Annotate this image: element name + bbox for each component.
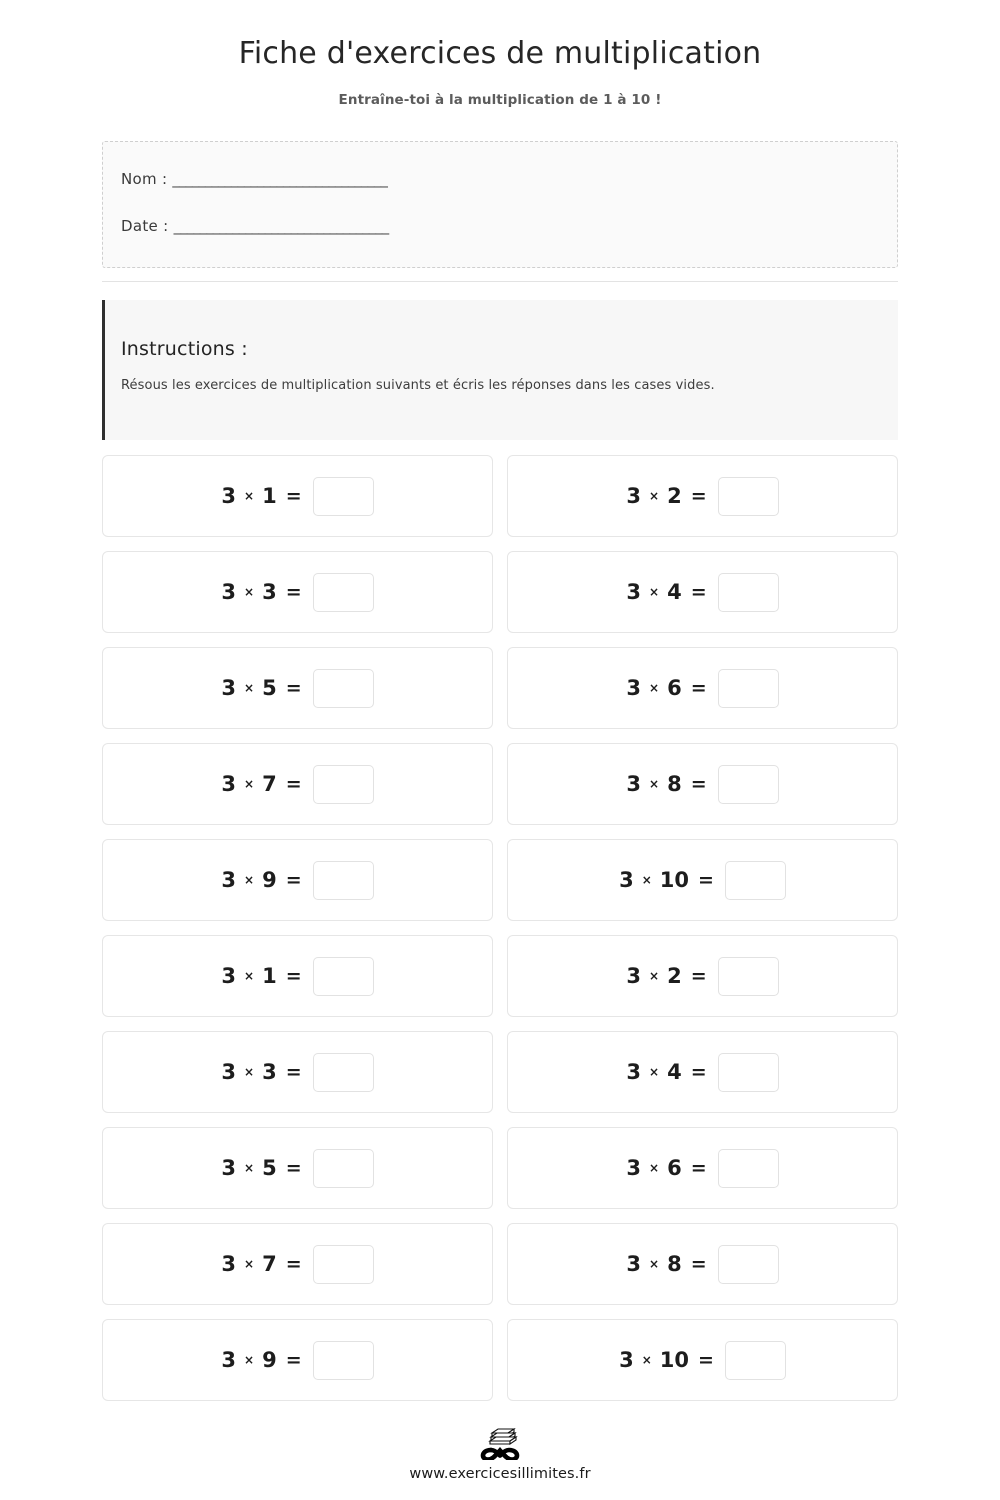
equals-sign: = [690,965,707,987]
exercise-card [102,1319,493,1401]
multiplicand: 3 [626,772,641,796]
multiply-icon: × [649,1065,660,1079]
exercise-expression [626,765,778,804]
equals-sign: = [285,1253,302,1275]
answer-input[interactable] [718,669,779,708]
exercise-expression [221,1149,373,1188]
multiply-icon: × [649,969,660,983]
exercise-card [102,935,493,1017]
multiplicand: 3 [221,1060,236,1084]
date-row [121,219,897,234]
footer-url[interactable]: www.exercicesillimites.fr [409,1466,591,1482]
equals-sign: = [285,1061,302,1083]
exercise-card [507,1031,898,1113]
equals-sign: = [285,1349,302,1371]
answer-input[interactable] [313,1245,374,1284]
multiplier: 3 [262,580,277,604]
multiplier: 1 [262,964,277,988]
multiplicand: 3 [626,676,641,700]
date-label: Date : [121,217,169,235]
multiplier: 9 [262,868,277,892]
multiply-icon: × [244,969,255,983]
multiply-icon: × [649,489,660,503]
multiplier: 6 [667,676,682,700]
answer-input[interactable] [313,765,374,804]
answer-input[interactable] [313,1341,374,1380]
exercise-card [507,743,898,825]
multiply-icon: × [244,489,255,503]
multiply-icon: × [641,873,652,887]
exercise-card [102,1031,493,1113]
exercise-expression [626,1149,778,1188]
instructions-text: Résous les exercices de multiplication suivants et écris les réponses dans les cases vides. [121,378,715,393]
multiplier: 4 [667,1060,682,1084]
instructions-panel [102,300,898,440]
multiplier: 5 [262,676,277,700]
multiplier: 5 [262,1156,277,1180]
exercise-card [102,647,493,729]
equals-sign: = [285,869,302,891]
equals-sign: = [698,869,714,891]
multiplier: 3 [262,1060,277,1084]
exercise-expression [221,765,373,804]
footer [0,1420,1000,1482]
multiplicand: 3 [221,1348,236,1372]
answer-input[interactable] [313,669,374,708]
multiplier: 10 [659,868,689,892]
equals-sign: = [690,485,707,507]
name-write-line[interactable]: _________________________________ [172,170,387,188]
multiplicand: 3 [221,484,236,508]
exercise-card [102,839,493,921]
multiplier: 8 [667,1252,682,1276]
answer-input[interactable] [313,861,374,900]
equals-sign: = [690,1061,707,1083]
exercise-expression [221,1245,373,1284]
answer-input[interactable] [313,957,374,996]
exercise-expression [221,957,373,996]
equals-sign: = [285,965,302,987]
answer-input[interactable] [718,1149,779,1188]
multiplier: 9 [262,1348,277,1372]
answer-input[interactable] [718,573,779,612]
multiply-icon: × [641,1353,652,1367]
multiplicand: 3 [221,1252,236,1276]
books-infinity-logo-icon [472,1420,528,1460]
equals-sign: = [698,1349,714,1371]
multiplicand: 3 [221,964,236,988]
multiplicand: 3 [221,676,236,700]
equals-sign: = [285,485,302,507]
exercise-card [102,743,493,825]
multiplier: 10 [659,1348,689,1372]
answer-input[interactable] [313,1053,374,1092]
multiplicand: 3 [221,1156,236,1180]
equals-sign: = [285,1157,302,1179]
exercise-card [507,551,898,633]
exercise-card [507,647,898,729]
multiplicand: 3 [626,1060,641,1084]
multiplicand: 3 [626,580,641,604]
exercise-card [507,1223,898,1305]
equals-sign: = [285,581,302,603]
multiply-icon: × [244,1353,255,1367]
section-divider [102,281,898,282]
multiplier: 2 [667,484,682,508]
exercise-expression [221,1341,373,1380]
exercise-expression [619,1341,786,1380]
name-label: Nom : [121,170,168,188]
exercise-grid [102,455,898,1401]
answer-input[interactable] [313,477,374,516]
exercise-expression [626,477,778,516]
exercise-card [507,1319,898,1401]
exercise-expression [626,1245,778,1284]
equals-sign: = [285,677,302,699]
exercise-expression [626,669,778,708]
multiply-icon: × [649,1257,660,1271]
multiplicand: 3 [626,484,641,508]
multiply-icon: × [244,777,255,791]
exercise-expression [221,669,373,708]
exercise-expression [221,1053,373,1092]
page-subtitle: Entraîne-toi à la multiplication de 1 à 10 ! [338,92,662,108]
exercise-expression [221,861,373,900]
name-row [121,172,897,187]
equals-sign: = [690,1253,707,1275]
multiplicand: 3 [626,1156,641,1180]
answer-input[interactable] [718,1053,779,1092]
page-title: Fiche d'exercices de multiplication [238,36,762,71]
exercise-expression [619,861,786,900]
exercise-card [102,1127,493,1209]
answer-input[interactable] [718,957,779,996]
multiply-icon: × [244,585,255,599]
multiplicand: 3 [626,1252,641,1276]
multiplicand: 3 [619,868,634,892]
exercise-expression [221,477,373,516]
exercise-card [507,1127,898,1209]
multiply-icon: × [244,1161,255,1175]
multiplicand: 3 [619,1348,634,1372]
exercise-card [102,455,493,537]
answer-input[interactable] [718,477,779,516]
equals-sign: = [690,581,707,603]
multiplicand: 3 [221,580,236,604]
exercise-card [102,551,493,633]
exercise-card [102,1223,493,1305]
multiplier: 6 [667,1156,682,1180]
multiply-icon: × [649,585,660,599]
multiplier: 7 [262,772,277,796]
multiplier: 7 [262,1252,277,1276]
exercise-card [507,935,898,1017]
date-write-line[interactable]: _________________________________ [173,217,389,235]
multiplier: 8 [667,772,682,796]
equals-sign: = [690,773,707,795]
exercise-card [507,839,898,921]
multiplier: 4 [667,580,682,604]
multiply-icon: × [649,681,660,695]
equals-sign: = [690,677,707,699]
multiplier: 1 [262,484,277,508]
equals-sign: = [690,1157,707,1179]
multiplier: 2 [667,964,682,988]
exercise-card [507,455,898,537]
exercise-expression [626,957,778,996]
answer-input[interactable] [718,1245,779,1284]
answer-input[interactable] [725,1341,786,1380]
exercise-expression [626,573,778,612]
answer-input[interactable] [718,765,779,804]
multiplicand: 3 [221,772,236,796]
multiply-icon: × [649,777,660,791]
multiply-icon: × [244,1257,255,1271]
multiply-icon: × [244,1065,255,1079]
exercise-expression [626,1053,778,1092]
answer-input[interactable] [313,573,374,612]
multiply-icon: × [649,1161,660,1175]
exercise-expression [221,573,373,612]
multiply-icon: × [244,681,255,695]
multiplicand: 3 [626,964,641,988]
student-identity-box [102,141,898,268]
instructions-heading: Instructions : [121,338,248,360]
multiplicand: 3 [221,868,236,892]
equals-sign: = [285,773,302,795]
multiply-icon: × [244,873,255,887]
answer-input[interactable] [725,861,786,900]
answer-input[interactable] [313,1149,374,1188]
